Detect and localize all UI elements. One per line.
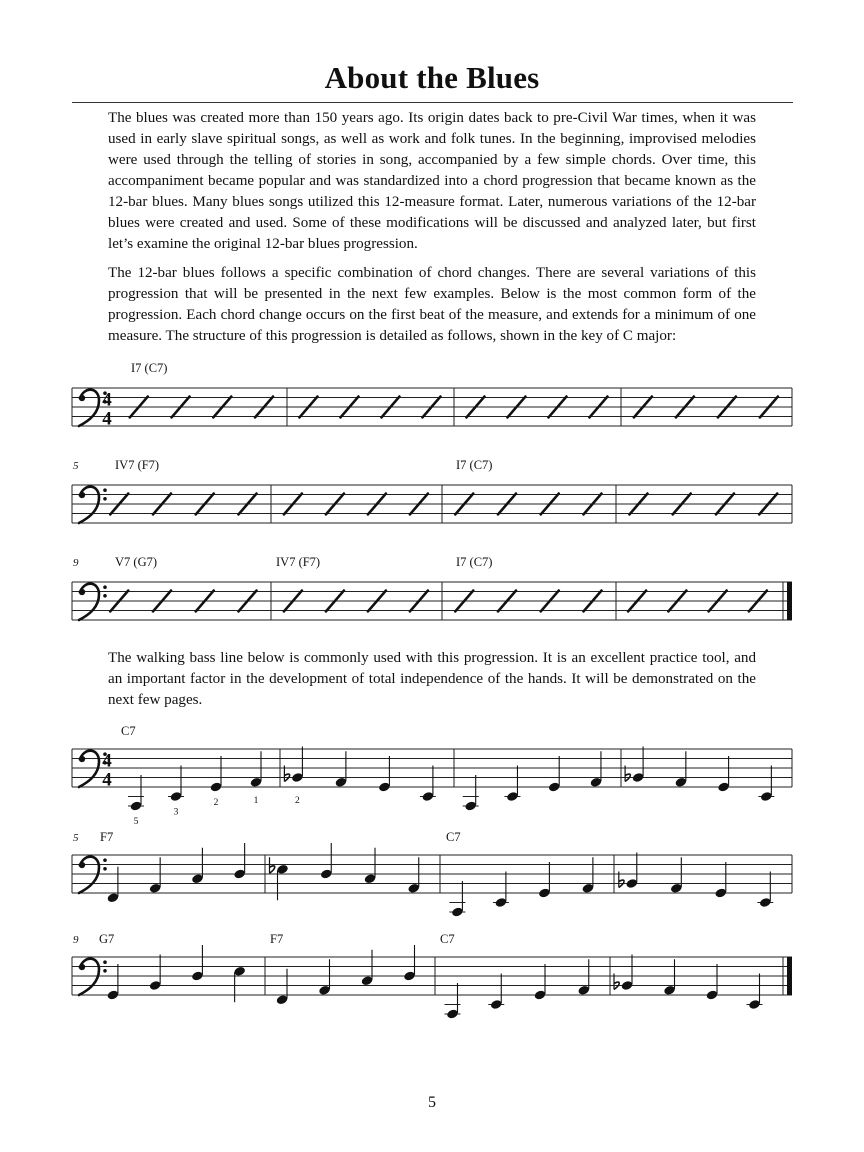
bass-clef-dot <box>103 594 107 598</box>
bass-clef-dot <box>79 756 85 762</box>
bass-clef-dot <box>103 488 107 492</box>
bass-clef-dot <box>103 969 107 973</box>
fingering-number: 5 <box>133 817 139 827</box>
bass-clef-icon <box>79 584 107 620</box>
time-signature-bottom: 4 <box>102 408 112 430</box>
intro-paragraph: The blues was created more than 150 years ago. Its origin dates back to pre-Civil War times, when it was used in early slave spiritual songs, as well as work and folk tunes. In the beginning, improvised melodies were used through the telling of stories in song, accompanied by a few simple chords. Over time, this accompaniment became popular and was standardized into a chord progression that became known as the 12-bar blues. Many blues songs utilized this 12-measure format. Later, numerous variations of the 12-bar blues were created and used. Some of these modifications will be discussed and analyzed later, but first let’s examine the original 12-bar blues progression. <box>108 110 756 252</box>
measure-number: 5 <box>73 460 79 472</box>
chord-symbol: C7 <box>440 932 455 946</box>
bass-clef-dot <box>103 867 107 871</box>
chord-symbol: IV7 (F7) <box>276 555 321 569</box>
final-barline-thick <box>787 957 792 995</box>
bass-clef-dot <box>79 862 85 868</box>
page-title: About the Blues <box>324 60 540 95</box>
time-signature-top: 4 <box>102 750 112 772</box>
chord-symbol: I7 (C7) <box>456 458 493 472</box>
bass-clef-dot <box>79 492 85 498</box>
chord-symbol: G7 <box>99 932 115 946</box>
progression-paragraph: The 12-bar blues follows a specific combination of chord changes. There are several variations of this progression that will be presented in the next few examples. Below is the most common form of the progression. Each chord change occurs on the first beat of the measure, and extends for a minimum of one measure. The structure of this progression is detailed as follows, shown in the key of C major: <box>108 265 756 344</box>
measure-number: 9 <box>73 557 79 569</box>
walking-bass-paragraph: The walking bass line below is commonly used with this progression. It is an excellent practice tool, and an important factor in the development of total independence of the hands. It will be demonstrated on the next few pages. <box>108 650 756 708</box>
bass-clef-icon <box>79 959 107 995</box>
fingering-number: 1 <box>253 796 259 806</box>
bass-clef-dot <box>103 858 107 862</box>
fingering-number: 2 <box>213 798 219 808</box>
bass-clef-icon <box>79 487 107 523</box>
final-barline-thick <box>787 582 792 620</box>
chord-symbol: F7 <box>100 830 114 844</box>
bass-clef-dot <box>79 589 85 595</box>
fingering-number: 3 <box>173 807 179 818</box>
chord-symbol: C7 <box>446 830 461 844</box>
time-signature-top: 4 <box>102 389 112 411</box>
measure-number: 9 <box>73 934 79 946</box>
bass-clef-dot <box>103 497 107 501</box>
chord-symbol: I7 (C7) <box>131 361 168 375</box>
time-signature-bottom: 4 <box>102 769 112 791</box>
chord-symbol: C7 <box>121 724 136 738</box>
bass-clef-icon <box>79 857 107 893</box>
measure-number: 5 <box>73 832 79 844</box>
chord-symbol: V7 (G7) <box>115 555 158 569</box>
bass-clef-dot <box>103 585 107 589</box>
fingering-number: 2 <box>295 796 300 806</box>
chord-symbol: IV7 (F7) <box>115 458 160 472</box>
bass-clef-dot <box>103 960 107 964</box>
chord-symbol: I7 (C7) <box>456 555 493 569</box>
chord-symbol: F7 <box>270 932 284 946</box>
bass-clef-dot <box>79 964 85 970</box>
page-number: 5 <box>428 1094 436 1111</box>
flat-icon <box>270 866 275 873</box>
bass-clef-dot <box>79 395 85 401</box>
